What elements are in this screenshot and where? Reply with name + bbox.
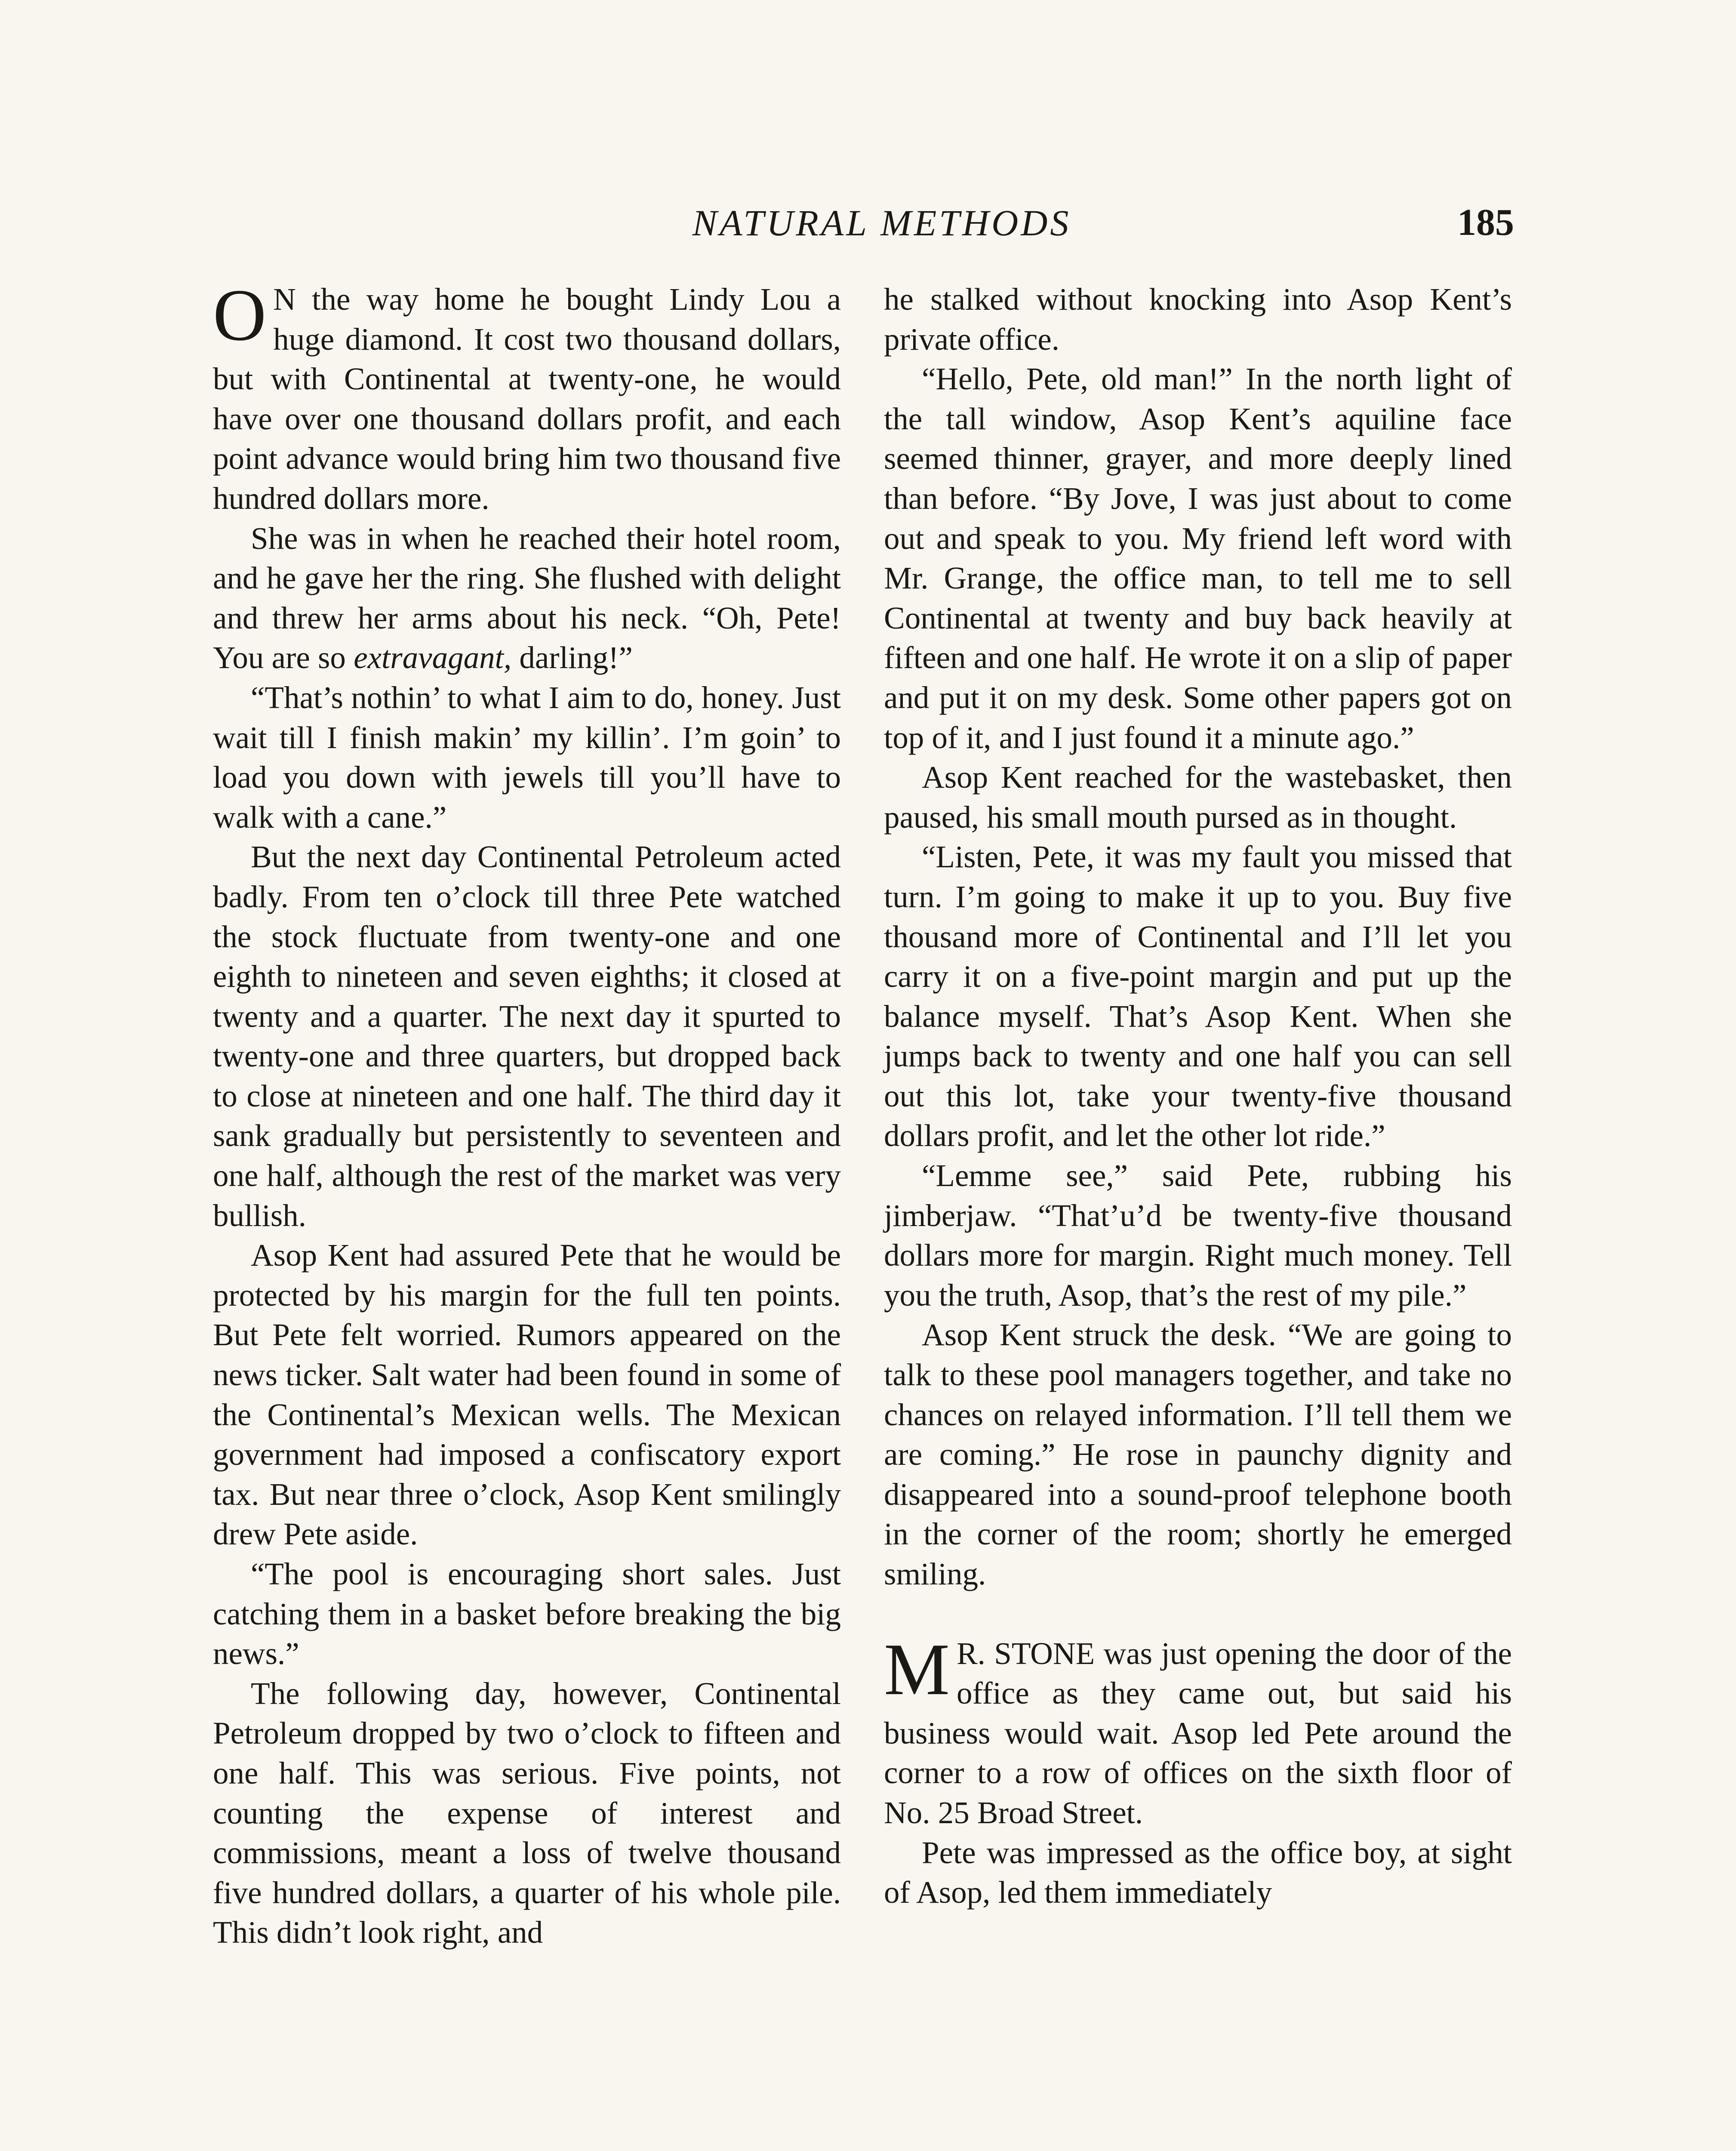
section-break (884, 1594, 1512, 1634)
paragraph (213, 519, 841, 678)
running-title: NATURAL METHODS (692, 202, 1071, 243)
left-column (213, 274, 841, 1953)
paragraph: “Lemme see,” said Pete, rubbing his jimberjaw. “That’u’d be twenty-five thousand dollars more for margin. Right much money. Tell you the truth, Asop, that’s the rest of my pile.” (884, 1158, 1512, 1313)
paragraph: Asop Kent had assured Pete that he would be protected by his margin for the full ten points. But Pete felt worried. Rumors appeared on the news ticker. Salt water had been found in some of the Continental’s Mexican wells. The Mexican government had imposed a confiscatory export tax. But near three o’clock, Asop Kent smilingly drew Pete aside. (213, 1238, 841, 1552)
paragraph: Pete was impressed as the office boy, at sight of Asop, led them immediately (884, 1835, 1512, 1910)
paragraph: The following day, however, Continental Petroleum dropped by two o’clock to fifteen and one half. This was serious. Five points, not counting the expense of interest and commissions, meant a loss of twelve thousand five hundred dollars, a quarter of his whole pile. This didn’t look right, and (213, 1676, 841, 1950)
paragraph: Asop Kent struck the desk. “We are going to talk to these pool managers together, and take no chances on relayed information. I’ll tell them we are coming.” He rose in paunchy dignity and disappeared into a sound-proof telephone booth in the corner of the room; shortly he emerged smiling. (884, 1317, 1512, 1591)
paragraph-text: She was in when he reached their hotel room, and he gave her the ring. She flushed with delight and threw her arms about his neck. “Oh, Pete! You are so (213, 521, 841, 675)
paragraph: “That’s nothin’ to what I aim to do, honey. Just wait till I finish makin’ my killin’. I’m goin’ to load you down with jewels till you’ll have to walk with a cane.” (213, 680, 841, 835)
drop-cap: O (213, 274, 267, 356)
paragraph-text: darling!” (519, 640, 633, 675)
paragraph: he stalked without knocking into Asop Kent’s private office. (884, 282, 1512, 357)
right-column (884, 280, 1512, 1913)
paragraph: “Listen, Pete, it was my fault you missed that turn. I’m going to make it up to you. Buy five thousand more of Continental and I’ll let you carry it on a five-point margin and put up the balance myself. That’s Asop Kent. When she jumps back to twenty and one half you can sell out this lot, take your twenty-five thousand dollars profit, and let the other lot ride.” (884, 839, 1512, 1153)
paragraph: “Hello, Pete, old man!” In the north light of the tall window, Asop Kent’s aquiline face seemed thinner, grayer, and more deeply lined than before. “By Jove, I was just about to come out and speak to you. My friend left word with Mr. Grange, the office man, to tell me to sell Continental at twenty and buy back heavily at fifteen and one half. He wrote it on a slip of paper and put it on my desk. Some other papers got on top of it, and I just found it a minute ago.” (884, 361, 1512, 755)
paragraph (884, 1628, 1512, 1833)
page-number: 185 (1457, 202, 1514, 243)
paragraph (213, 274, 841, 519)
paragraph: But the next day Continental Petroleum acted badly. From ten o’clock till three Pete watched the stock fluctuate from twenty-one and one eighth to nineteen and seven eighths; it closed at twenty and a quarter. The next day it spurted to twenty-one and three quarters, but dropped back to close at nineteen and one half. The third day it sank gradually but persistently to seventeen and one half, although the rest of the market was very bullish. (213, 839, 841, 1233)
paragraph-text: R. STONE was just opening the door of the office as they came out, but said his business would wait. Asop led Pete around the corner to a row of offices on the sixth floor of No. 25 Broad Street. (884, 1636, 1512, 1830)
paragraph: Asop Kent reached for the wastebasket, then paused, his small mouth pursed as in thought. (884, 760, 1512, 835)
emphasis-text: extravagant, (354, 640, 512, 675)
drop-cap: M (884, 1628, 950, 1710)
paragraph-text: N the way home he bought Lindy Lou a huge diamond. It cost two thousand dollars, but with Continental at twenty-one, he would have over one thousand dollars profit, and each point advance would bring him two thousand five hundred dollars more. (213, 282, 841, 516)
paragraph: “The pool is encouraging short sales. Just catching them in a basket before breaking the big news.” (213, 1556, 841, 1671)
